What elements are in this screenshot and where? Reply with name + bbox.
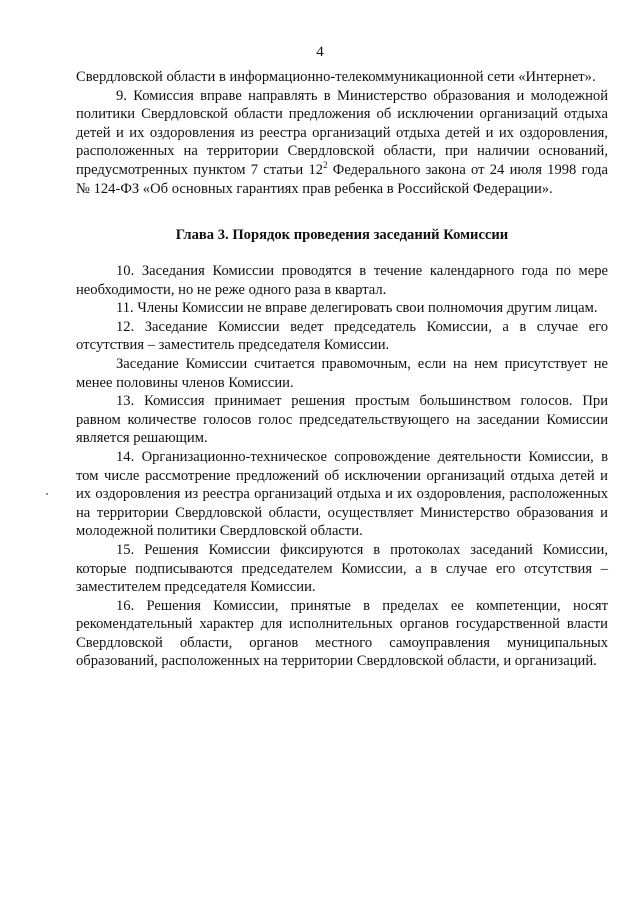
item-9-superscript: 2	[323, 160, 328, 171]
item-9-paragraph	[76, 87, 608, 199]
chapter-3-body	[76, 262, 608, 671]
quorum-paragraph: Заседание Комиссии считается правомочным, если на нем присутствует не менее половины членов Комиссии.	[76, 355, 608, 391]
page-number: 4	[316, 44, 324, 60]
continuation-paragraph: Свердловской области в информационно-телекоммуникационной сети «Интернет».	[76, 69, 596, 85]
item-14-paragraph: 14. Организационно-техническое сопровождение деятельности Комиссии, в том числе рассмотрение предложений об исключении организаций отдыха детей и их оздоровления из реестра организаций отдыха и их оздоровления, расположенных на территории Свердловской области, осуществляет Министерство образования и молодежной политики Свердловской области.	[76, 448, 608, 540]
item-10-paragraph: 10. Заседания Комиссии проводятся в течение календарного года по мере необходимости, но не реже одного раза в квартал.	[76, 263, 608, 298]
item-11-paragraph: 11. Члены Комиссии не вправе делегировать свои полномочия другим лицам.	[116, 300, 598, 317]
scan-speck	[46, 493, 48, 495]
item-13-paragraph: 13. Комиссия принимает решения простым большинством голосов. При равном количестве голосов голос председательствующего на заседании Комиссии является решающим.	[76, 393, 608, 447]
item-9-text-end: Федерального закона от 24 июля 1998 года № 124-ФЗ «Об основных гарантиях прав ребенка в Российской Федерации».	[76, 161, 608, 197]
item-9-text: 9. Комиссия вправе направлять в Министерство образования и молодежной политики Свердловской области предложения об исключении организаций отдыха детей и их оздоровления из реестра организаций отдыха детей и их оздоровления, расположенных на территории Свердловской области, при наличии оснований, предусмотренных пунктом 7 статьи 12	[76, 87, 608, 178]
item-15-paragraph: 15. Решения Комиссии фиксируются в протоколах заседаний Комиссии, которые подписываются председателем Комиссии, а в случае его отсутствия – заместителем председателя Комиссии.	[76, 541, 608, 596]
chapter-3-heading: Глава 3. Порядок проведения заседаний Комиссии	[175, 227, 509, 243]
intro-section	[76, 68, 608, 198]
item-12-paragraph: 12. Заседание Комиссии ведет председатель Комиссии, а в случае его отсутствия – заместитель председателя Комиссии.	[76, 318, 608, 354]
item-16-paragraph: 16. Решения Комиссии, принятые в пределах ее компетенции, носят рекомендательный характер для исполнительных органов государственной власти Свердловской области, органов местного самоуправления муниципальных образований, расположенных на территории Свердловской области, и организаций.	[76, 597, 608, 670]
